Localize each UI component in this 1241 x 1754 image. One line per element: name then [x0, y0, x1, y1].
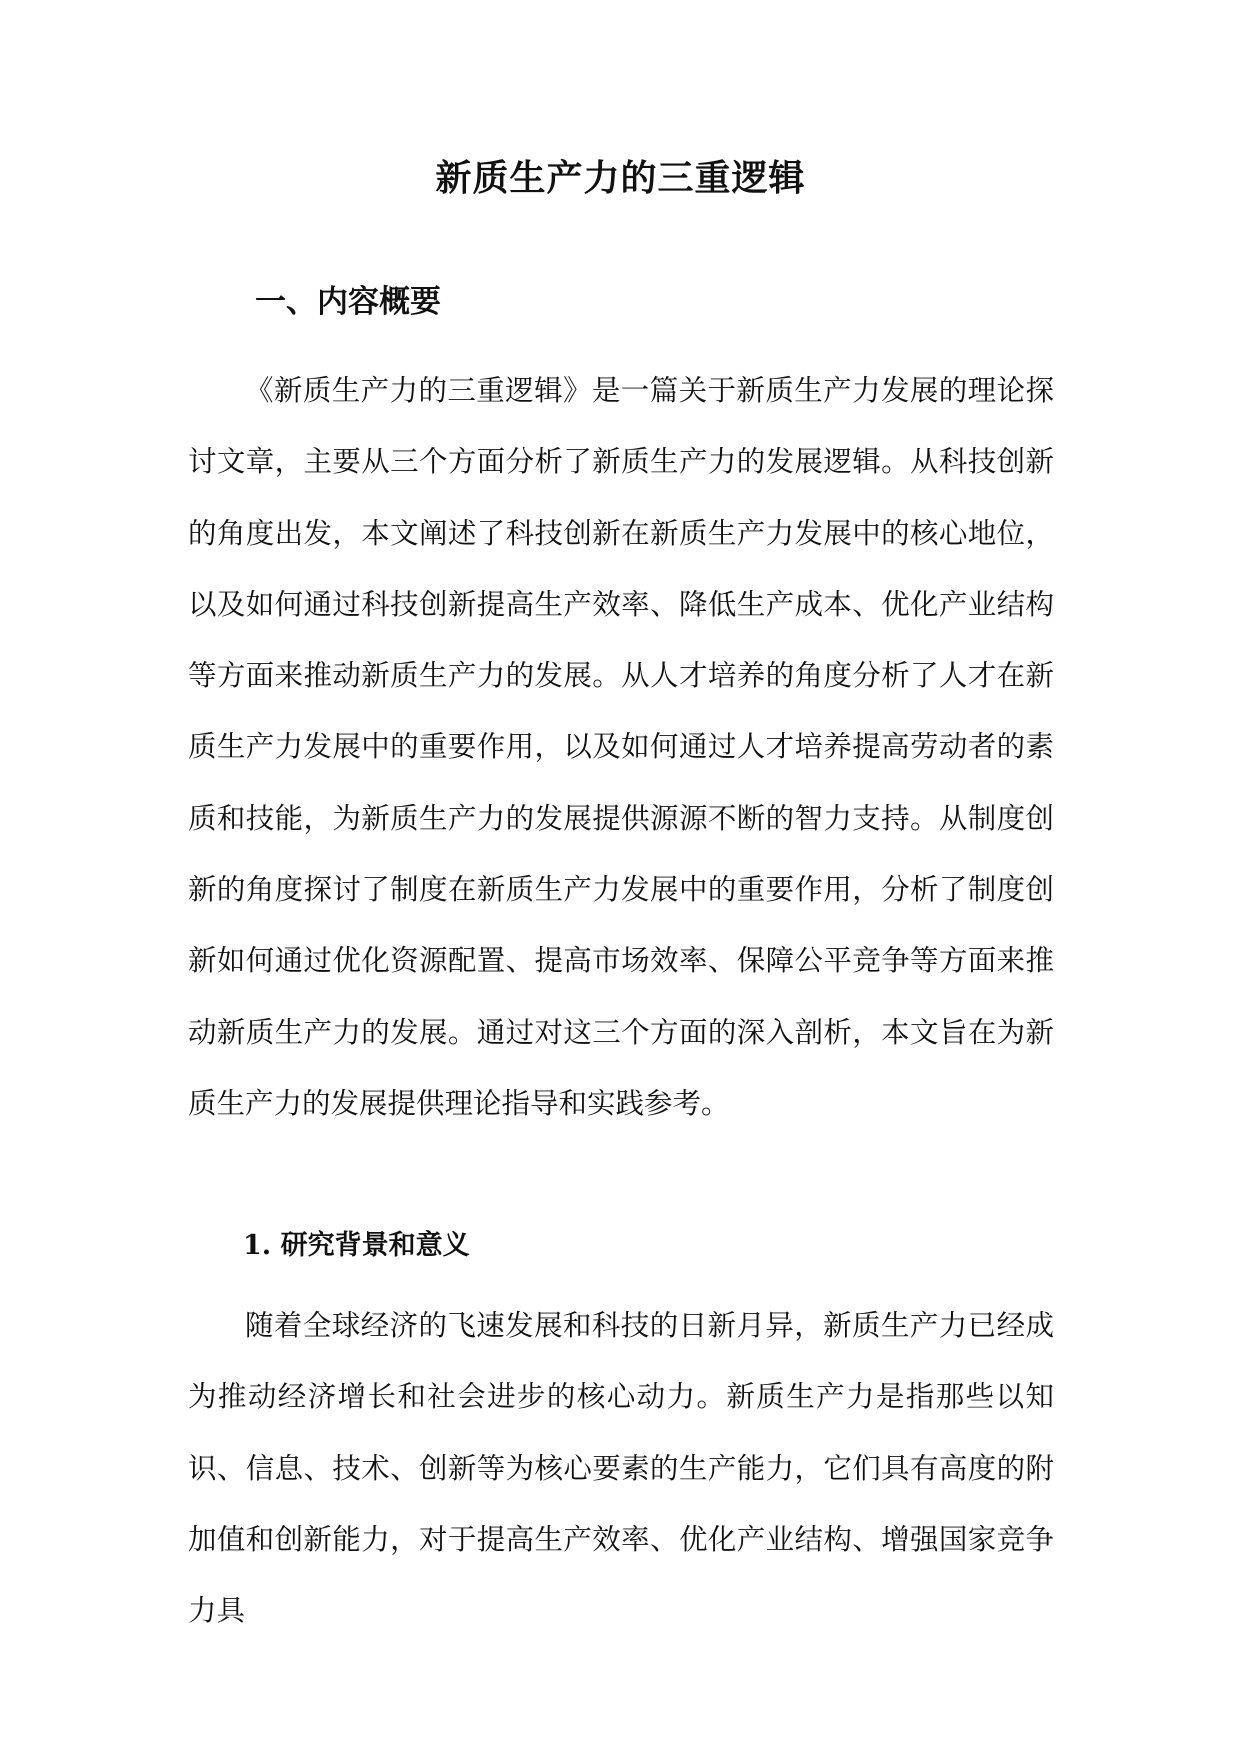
subsection-heading-background: 1. 研究背景和意义	[243, 1230, 470, 1261]
section-heading-summary: 一、内容概要	[255, 284, 441, 320]
document-title: 新质生产力的三重逻辑	[435, 157, 806, 199]
background-paragraph: 随着全球经济的飞速发展和科技的日新月异，新质生产力已经成为推动经济增长和社会进步的核心动力。新质生产力是指那些以知识、信息、技术、创新等为核心要素的生产能力，它们具有高度的附加值和创新能力，对于提高生产效率、优化产业结构、增强国家竞争力具	[188, 1309, 1054, 1628]
summary-paragraph: 《新质生产力的三重逻辑》是一篇关于新质生产力发展的理论探讨文章，主要从三个方面分析了新质生产力的发展逻辑。从科技创新的角度出发，本文阐述了科技创新在新质生产力发展中的核心地位，以及如何通过科技创新提高生产效率、降低生产成本、优化产业结构等方面来推动新质生产力的发展。从人才培养的角度分析了人才在新质生产力发展中的重要作用，以及如何通过人才培养提高劳动者的素质和技能，为新质生产力的发展提供源源不断的智力支持。从制度创新的角度探讨了制度在新质生产力发展中的重要作用，分析了制度创新如何通过优化资源配置、提高市场效率、保障公平竞争等方面来推动新质生产力的发展。通过对这三个方面的深入剖析，本文旨在为新质生产力的发展提供理论指导和实践参考。	[188, 374, 1054, 1120]
